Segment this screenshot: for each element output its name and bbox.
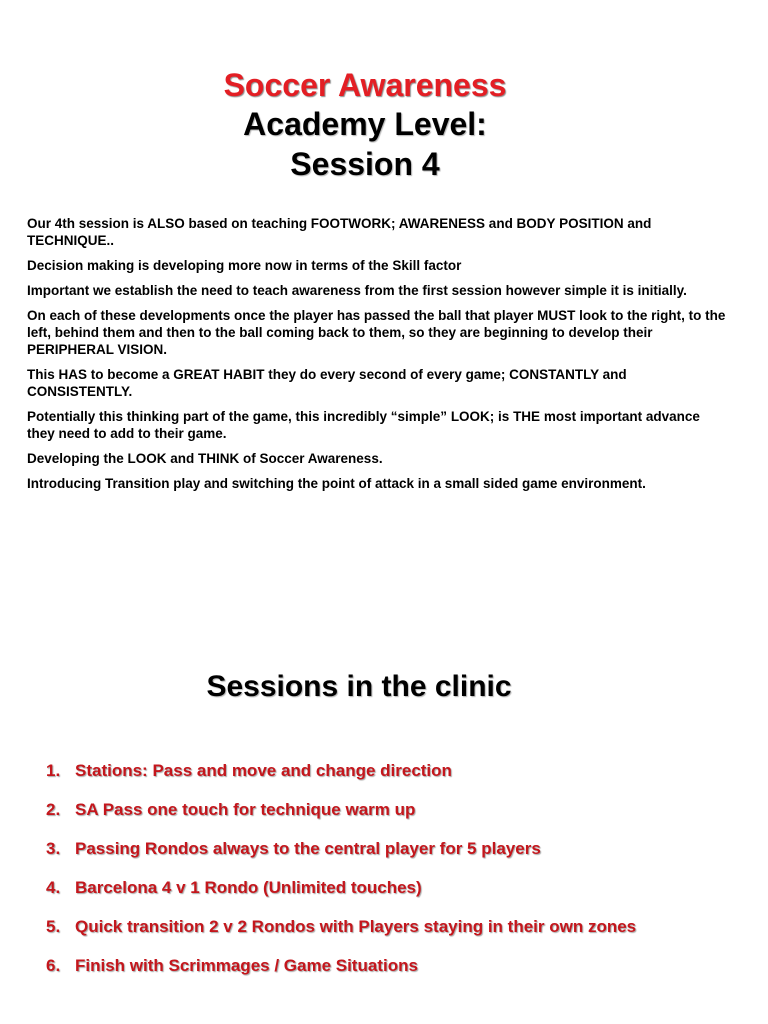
sessions-heading: Sessions in the clinic <box>206 670 512 703</box>
document-title: Soccer Awareness <box>223 67 507 103</box>
list-label: Quick transition 2 v 2 Rondos with Players staying in their own zones <box>75 917 637 936</box>
list-item <box>46 955 746 977</box>
list-number: 2. <box>46 800 61 819</box>
subtitle-line-1: Academy Level: <box>243 106 487 142</box>
list-item <box>46 916 746 938</box>
list-label: Stations: Pass and move and change direction <box>75 761 452 780</box>
paragraph: Decision making is developing more now in terms of the Skill factor <box>27 258 462 273</box>
paragraph: Introducing Transition play and switching the point of attack in a small sided game environment. <box>27 476 646 491</box>
list-item <box>46 877 746 899</box>
paragraph: Developing the LOOK and THINK of Soccer Awareness. <box>27 451 383 466</box>
title-block <box>0 66 730 184</box>
list-label: Passing Rondos always to the central player for 5 players <box>75 839 541 858</box>
list-number: 1. <box>46 761 61 780</box>
list-item <box>46 760 746 782</box>
list-item <box>46 838 746 860</box>
list-label: Barcelona 4 v 1 Rondo (Unlimited touches) <box>75 878 422 897</box>
paragraph: On each of these developments once the player has passed the ball that player MUST look to the right, to the left, behind them and then to the ball coming back to them, so they are beginning to develop their PERIPHERAL VISION. <box>27 308 726 357</box>
subtitle-line-2: Session 4 <box>290 146 440 182</box>
paragraph: This HAS to become a GREAT HABIT they do every second of every game; CONSTANTLY and CONSISTENTLY. <box>27 367 627 399</box>
sessions-list <box>46 760 746 994</box>
paragraph: Important we establish the need to teach awareness from the first session however simple it is initially. <box>27 283 687 298</box>
list-label: Finish with Scrimmages / Game Situations <box>75 956 418 975</box>
body-text <box>27 215 727 500</box>
list-item <box>46 799 746 821</box>
list-number: 4. <box>46 878 61 897</box>
list-number: 6. <box>46 956 61 975</box>
list-number: 5. <box>46 917 61 936</box>
list-number: 3. <box>46 839 61 858</box>
paragraph: Our 4th session is ALSO based on teaching FOOTWORK; AWARENESS and BODY POSITION and TECHNIQUE.. <box>27 216 652 248</box>
list-label: SA Pass one touch for technique warm up <box>75 800 416 819</box>
paragraph: Potentially this thinking part of the game, this incredibly “simple” LOOK; is THE most important advance they need to add to their game. <box>27 409 700 441</box>
